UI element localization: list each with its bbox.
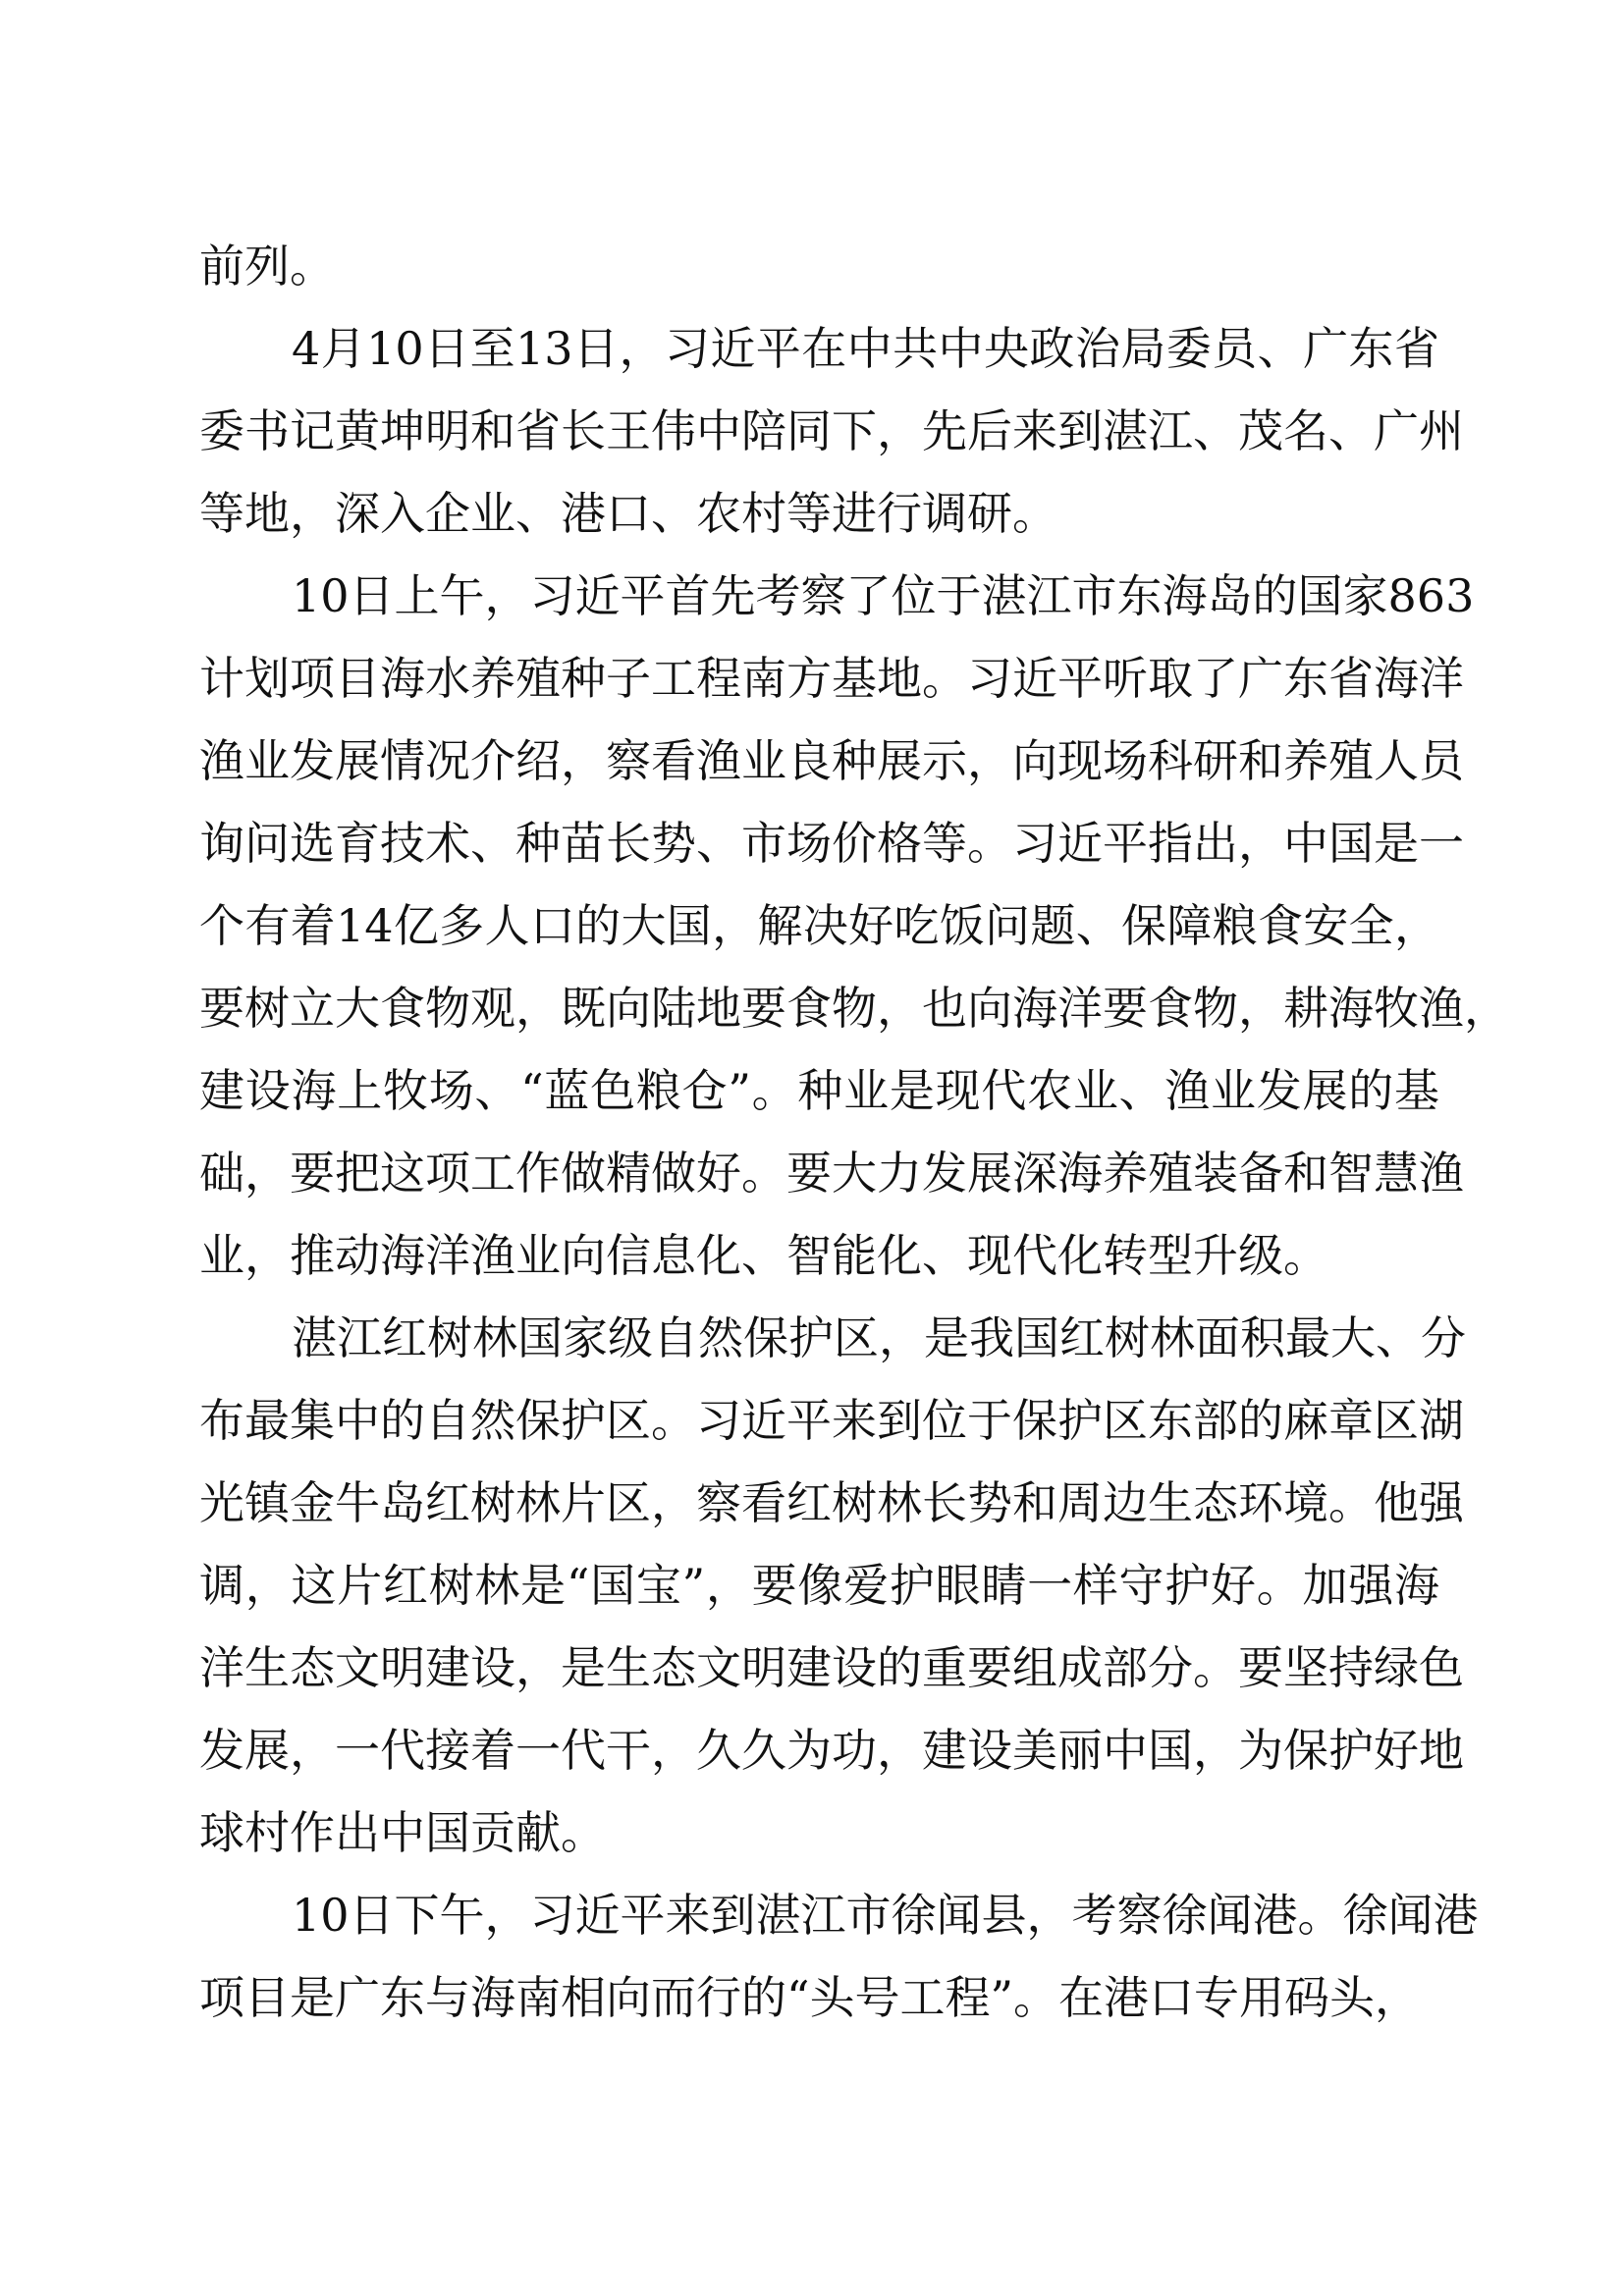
text-line: 布最集中的自然保护区。习近平来到位于保护区东部的麻章区湖 xyxy=(199,1394,1464,1447)
text-line: 调，这片红树林是“国宝”，要像爱护眼睛一样守护好。加强海 xyxy=(199,1559,1439,1612)
text-line: 10日上午，习近平首先考察了位于湛江市东海岛的国家863 xyxy=(292,569,1475,622)
text-line: 询问选育技术、种苗长势、市场价格等。习近平指出，中国是一 xyxy=(199,817,1464,870)
paragraph xyxy=(199,555,1509,1297)
text-line: 等地，深入企业、港口、农村等进行调研。 xyxy=(199,487,1057,540)
text-line: 项目是广东与海南相向而行的“头号工程”。在港口专用码头， xyxy=(199,1971,1421,2024)
text-line: 前列。 xyxy=(199,240,335,293)
text-line: 委书记黄坤明和省长王伟中陪同下，先后来到湛江、茂名、广州 xyxy=(199,404,1464,457)
paragraph xyxy=(199,307,1464,555)
text-line: 础，要把这项工作做精做好。要大力发展深海养殖装备和智慧渔 xyxy=(199,1147,1464,1200)
text-line: 建设海上牧场、“蓝色粮仓”。种业是现代农业、渔业发展的基 xyxy=(199,1064,1439,1117)
text-line: 计划项目海水养殖种子工程南方基地。习近平听取了广东省海洋 xyxy=(199,652,1464,705)
paragraph xyxy=(199,1297,1466,1874)
text-line: 球村作出中国贡献。 xyxy=(199,1806,606,1859)
text-line: 4月10日至13日，习近平在中共中央政治局委员、广东省 xyxy=(292,322,1439,375)
text-line: 渔业发展情况介绍，察看渔业良种展示，向现场科研和养殖人员 xyxy=(199,734,1464,787)
text-line: 业，推动海洋渔业向信息化、智能化、现代化转型升级。 xyxy=(199,1229,1328,1282)
text-line: 发展，一代接着一代干，久久为功，建设美丽中国，为保护好地 xyxy=(199,1724,1464,1777)
text-line: 洋生态文明建设，是生态文明建设的重要组成部分。要坚持绿色 xyxy=(199,1641,1464,1694)
text-line: 10日下午，习近平来到湛江市徐闻县，考察徐闻港。徐闻港 xyxy=(292,1889,1479,1942)
text-line: 湛江红树林国家级自然保护区，是我国红树林面积最大、分 xyxy=(292,1311,1466,1364)
text-line: 个有着14亿多人口的大国，解决好吃饭问题、保障粮食安全， xyxy=(199,899,1439,952)
paragraph xyxy=(199,1874,1479,2039)
text-line: 光镇金牛岛红树林片区，察看红树林长势和周边生态环境。他强 xyxy=(199,1476,1464,1529)
text-line: 要树立大食物观，既向陆地要食物，也向海洋要食物，耕海牧渔， xyxy=(199,982,1509,1035)
paragraph xyxy=(199,225,1439,307)
document-body xyxy=(199,225,1509,2039)
